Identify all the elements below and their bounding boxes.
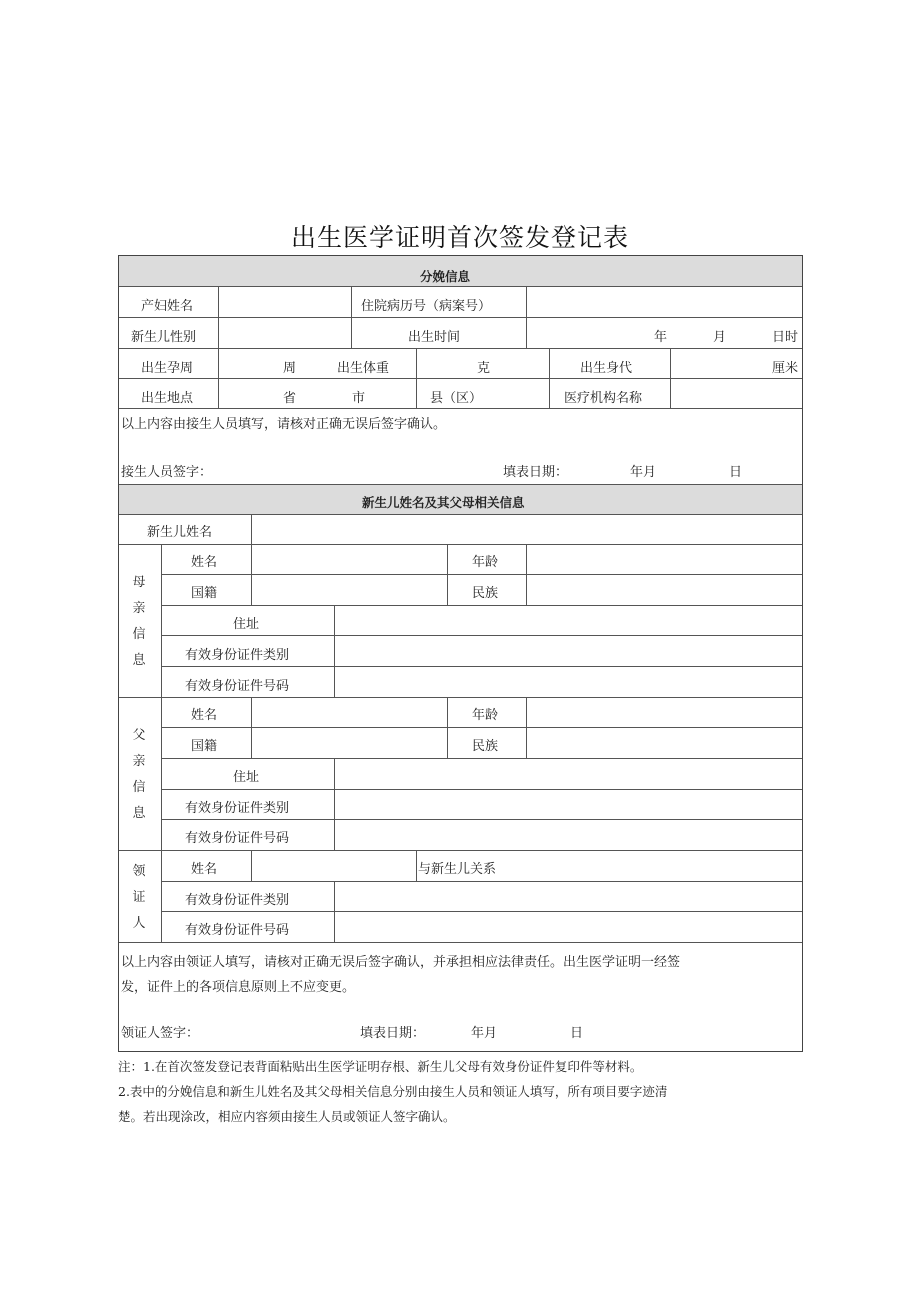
- label-mother-age: 年龄: [472, 555, 499, 570]
- unit-day-hour: 日时: [772, 330, 799, 345]
- label-mother-address: 住址: [233, 617, 260, 632]
- label-relation: 与新生儿关系: [418, 862, 497, 877]
- label-birth-time: 出生时间: [408, 330, 461, 345]
- label-father-ethnicity: 民族: [472, 739, 499, 754]
- label-birth-weight: 出生体重: [337, 361, 390, 376]
- group-label-claimant: 领 证 人: [132, 864, 146, 931]
- label-claimant-sign: 领证人签字：: [121, 1026, 200, 1041]
- group-label-mother: 母 亲 信 息: [132, 575, 146, 668]
- input-baby-sex[interactable]: [222, 327, 348, 349]
- input-record-no[interactable]: [529, 296, 799, 318]
- label-baby-name: 新生儿姓名: [147, 525, 213, 540]
- footnote-2: 2.表中的分娩信息和新生儿姓名及其父母相关信息分别由接生人员和领证人填写，所有项目要字迹清: [118, 1084, 668, 1099]
- label-mother-name2: 姓名: [191, 555, 218, 570]
- label-father-id-no: 有效身份证件号码: [185, 831, 290, 846]
- input-baby-name[interactable]: [253, 522, 798, 544]
- label-mother-ethnicity: 民族: [472, 586, 499, 601]
- label-gest-week: 出生孕周: [141, 361, 194, 376]
- label-claimant-name: 姓名: [191, 862, 218, 877]
- unit-day: 日: [729, 465, 743, 480]
- section-header-parents: 新生儿姓名及其父母相关信息: [362, 495, 525, 510]
- unit-year-month-2: 年月: [471, 1026, 498, 1041]
- input-institution[interactable]: [672, 388, 798, 410]
- label-father-address: 住址: [233, 770, 260, 785]
- unit-year: 年: [654, 330, 668, 345]
- label-mother-name: 产妇姓名: [141, 299, 194, 314]
- label-mother-nationality: 国籍: [191, 586, 218, 601]
- unit-month: 月: [713, 330, 727, 345]
- unit-week: 周: [283, 361, 297, 376]
- label-record-no: 住院病历号（病案号）: [361, 299, 492, 314]
- footnote-3: 楚。若出现涂改，相应内容须由接生人员或领证人签字确认。: [118, 1109, 456, 1124]
- unit-cm: 厘米: [772, 361, 799, 376]
- delivery-confirm-note: 以上内容由接生人员填写，请核对正确无误后签字确认。: [121, 417, 447, 432]
- group-label-father: 父 亲 信 息: [132, 728, 146, 821]
- label-institution: 医疗机构名称: [564, 391, 643, 406]
- label-father-id-type: 有效身份证件类别: [185, 801, 290, 816]
- unit-city: 市: [352, 391, 366, 406]
- claim-note-line2: 发，证件上的各项信息原则上不应变更。: [121, 980, 356, 995]
- claim-note-line1: 以上内容由领证人填写，请核对正确无误后签字确认，并承担相应法律责任。出生医学证明一经签: [121, 955, 681, 970]
- section-header-delivery: 分娩信息: [420, 269, 471, 284]
- input-mother-name[interactable]: [222, 296, 348, 318]
- label-father-age: 年龄: [472, 708, 499, 723]
- label-claimant-id-no: 有效身份证件号码: [185, 923, 290, 938]
- unit-day-2: 日: [570, 1026, 584, 1041]
- footnote-1: 注：1.在首次签发登记表背面粘贴出生医学证明存根、新生儿父母有效身份证件复印件等材料。: [118, 1059, 643, 1074]
- label-claimant-id-type: 有效身份证件类别: [185, 893, 290, 908]
- label-mother-id-type: 有效身份证件类别: [185, 648, 290, 663]
- unit-province: 省: [283, 391, 297, 406]
- page-title: 出生医学证明首次签发登记表: [290, 223, 629, 252]
- unit-county: 县（区）: [430, 391, 483, 406]
- label-birth-place: 出生地点: [141, 391, 194, 406]
- label-fill-date-2: 填表日期：: [360, 1026, 426, 1041]
- label-birth-length: 出生身代: [580, 361, 633, 376]
- label-baby-sex: 新生儿性别: [131, 330, 197, 345]
- label-delivery-signer: 接生人员签字：: [121, 465, 213, 480]
- label-mother-id-no: 有效身份证件号码: [185, 679, 290, 694]
- unit-year-month: 年月: [630, 465, 657, 480]
- label-father-nationality: 国籍: [191, 739, 218, 754]
- unit-gram: 克: [477, 361, 491, 376]
- label-father-name: 姓名: [191, 708, 218, 723]
- label-fill-date: 填表日期：: [503, 465, 569, 480]
